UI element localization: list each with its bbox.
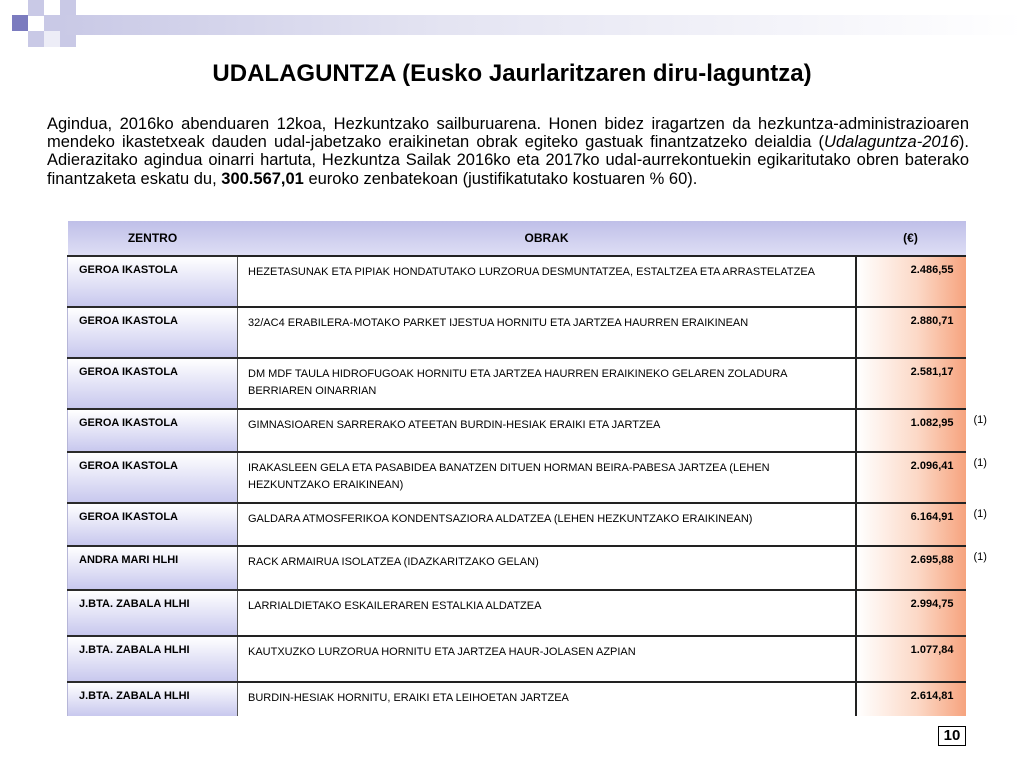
intro-text-1: Agindua, 2016ko abenduaren 12koa, Hezkuntzako sailburuarena. Honen bidez iragartzen da hezkuntza-administrazioaren mendeko ikastetxeak dauden udal-jabetzako eraikinetan obrak egiteko gastuak finantzatzeko deialdia ( [47,115,969,152]
intro-paragraph [47,115,969,188]
table-row [68,546,1007,590]
cell-obra: BURDIN-HESIAK HORNITU, ERAIKI ETA LEIHOETAN JARTZEA [238,682,856,716]
header-note-spacer [966,221,1007,256]
header-obrak: OBRAK [238,221,856,256]
intro-italic: Udalaguntza-2016 [824,133,959,152]
cell-obra: 32/AC4 ERABILERA-MOTAKO PARKET IJESTUA HORNITU ETA JARTZEA HAURREN ERAIKINEAN [238,307,856,358]
cell-amount: 2.096,41 [856,452,966,503]
table-body [68,256,1007,716]
cell-amount: 2.695,88 [856,546,966,590]
table-row [68,682,1007,716]
table-header-row [68,221,1007,256]
cell-obra: RACK ARMAIRUA ISOLATZEA (IDAZKARITZAKO GELAN) [238,546,856,590]
cell-note [966,358,1007,409]
cell-note: (1) [973,414,987,426]
table-row [68,636,1007,682]
cell-note [966,636,1007,682]
cell-zentro: J.BTA. ZABALA HLHI [68,682,238,716]
page-number: 10 [938,726,966,746]
table-row [68,256,1007,307]
cell-note: (1) [973,457,987,469]
cell-amount: 1.077,84 [856,636,966,682]
header-euro: (€) [856,221,966,256]
works-table [67,221,1007,716]
cell-note: (1) [973,551,987,563]
cell-obra: LARRIALDIETAKO ESKAILERAREN ESTALKIA ALDATZEA [238,590,856,636]
cell-amount: 2.486,55 [856,256,966,307]
cell-note [966,256,1007,307]
header-band [60,15,1024,35]
cell-obra: GIMNASIOAREN SARRERAKO ATEETAN BURDIN-HESIAK ERAIKI ETA JARTZEA [238,409,856,452]
cell-note: (1) [973,508,987,520]
cell-zentro: J.BTA. ZABALA HLHI [68,636,238,682]
cell-amount: 2.581,17 [856,358,966,409]
table-row [68,358,1007,409]
intro-text-2: ). Adierazitako agindua oinarri hartuta, Hezkuntza Sailak 2016ko eta 2017ko udal-aurrekontuekin egikaritutako obren baterako finantzaketa eskatu du, [47,133,969,188]
cell-amount: 2.994,75 [856,590,966,636]
cell-obra: HEZETASUNAK ETA PIPIAK HONDATUTAKO LURZORUA DESMUNTATZEA, ESTALTZEA ETA ARRASTELATZEA [238,256,856,307]
table-row [68,452,1007,503]
cell-amount: 1.082,95 [856,409,966,452]
cell-amount: 6.164,91 [856,503,966,546]
cell-zentro: GEROA IKASTOLA [68,409,238,452]
cell-zentro: J.BTA. ZABALA HLHI [68,590,238,636]
table-row [68,590,1007,636]
intro-amount: 300.567,01 [221,169,304,188]
header-zentro: ZENTRO [68,221,238,256]
cell-zentro: GEROA IKASTOLA [68,452,238,503]
cell-amount: 2.880,71 [856,307,966,358]
cell-zentro: ANDRA MARI HLHI [68,546,238,590]
intro-text-3: euroko zenbatekoan (justifikatutako kostuaren % 60). [303,169,698,188]
cell-note [966,590,1007,636]
table-row [68,307,1007,358]
cell-zentro: GEROA IKASTOLA [68,503,238,546]
cell-zentro: GEROA IKASTOLA [68,358,238,409]
cell-obra: KAUTXUZKO LURZORUA HORNITU ETA JARTZEA HAUR-JOLASEN AZPIAN [238,636,856,682]
cell-obra: DM MDF TAULA HIDROFUGOAK HORNITU ETA JARTZEA HAURREN ERAIKINEKO GELAREN ZOLADURA BERRIAREN OINARRIAN [238,358,856,409]
cell-note [966,682,1007,716]
cell-obra: GALDARA ATMOSFERIKOA KONDENTSAZIORA ALDATZEA (LEHEN HEZKUNTZAKO ERAIKINEAN) [238,503,856,546]
cell-amount: 2.614,81 [856,682,966,716]
cell-zentro: GEROA IKASTOLA [68,307,238,358]
slide-title: UDALAGUNTZA (Eusko Jaurlaritzaren diru-laguntza) [212,60,812,87]
table-row [68,409,1007,452]
cell-note [966,307,1007,358]
table-row [68,503,1007,546]
cell-zentro: GEROA IKASTOLA [68,256,238,307]
cell-obra: IRAKASLEEN GELA ETA PASABIDEA BANATZEN DITUEN HORMAN BEIRA-PABESA JARTZEA (LEHEN HEZKUNTZAKO ERAIKINEAN) [238,452,856,503]
